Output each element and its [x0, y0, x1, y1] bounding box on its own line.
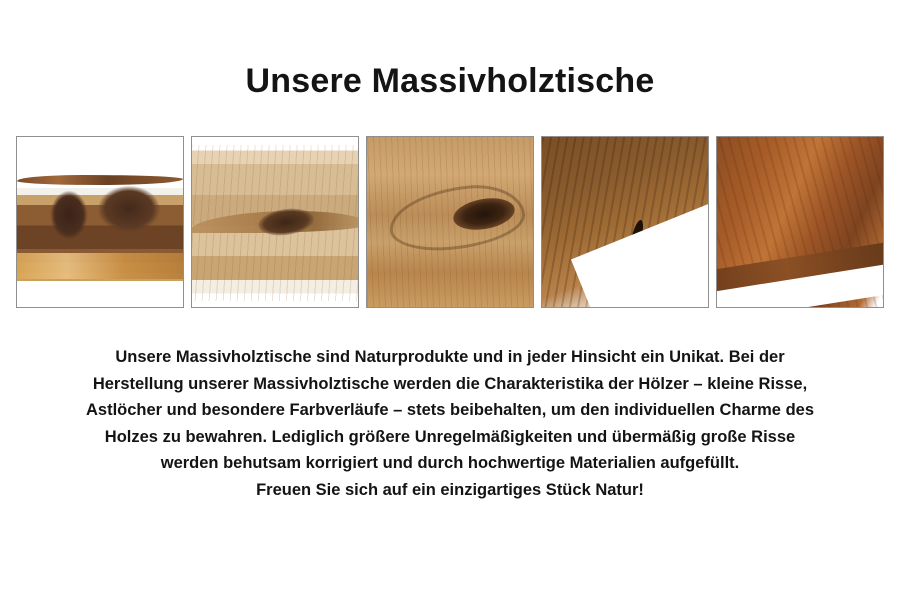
- sapwood-band: [17, 253, 183, 279]
- wood-detail-photo-2: [191, 136, 359, 308]
- photo-backdrop-top: [192, 137, 358, 145]
- body-line-4: Holzes zu bewahren. Lediglich größere Unregelmäßigkeiten und übermäßig große Risse: [104, 427, 796, 446]
- wood-detail-photo-4: [541, 136, 709, 308]
- wood-detail-photo-5: [716, 136, 884, 308]
- page-title: Unsere Massivholztische: [245, 62, 655, 100]
- body-text-block: [20, 344, 880, 503]
- closing-line: Freuen Sie sich auf ein einzigartiges Stück Natur!: [256, 480, 644, 499]
- photo-backdrop-bottom: [192, 301, 358, 307]
- photo-backdrop-top: [17, 137, 183, 177]
- wood-detail-photo-3: [366, 136, 534, 308]
- photo-backdrop-bottom: [17, 281, 183, 307]
- body-line-1: Unsere Massivholztische sind Naturprodukte und in jeder Hinsicht ein Unikat. Bei der: [115, 348, 785, 366]
- body-line-5: werden behutsam korrigiert und durch hochwertige Materialien aufgefüllt.: [160, 454, 740, 472]
- body-line-2: Herstellung unserer Massivholztische werden die Charakteristika der Hölzer – kleine Risse,: [92, 374, 808, 393]
- massivholz-detail-gallery: [16, 136, 884, 308]
- wood-detail-photo-1: [16, 136, 184, 308]
- body-line-3: Astlöcher und besondere Farbverläufe – stets beibehalten, um den individuellen Charme des: [85, 401, 814, 419]
